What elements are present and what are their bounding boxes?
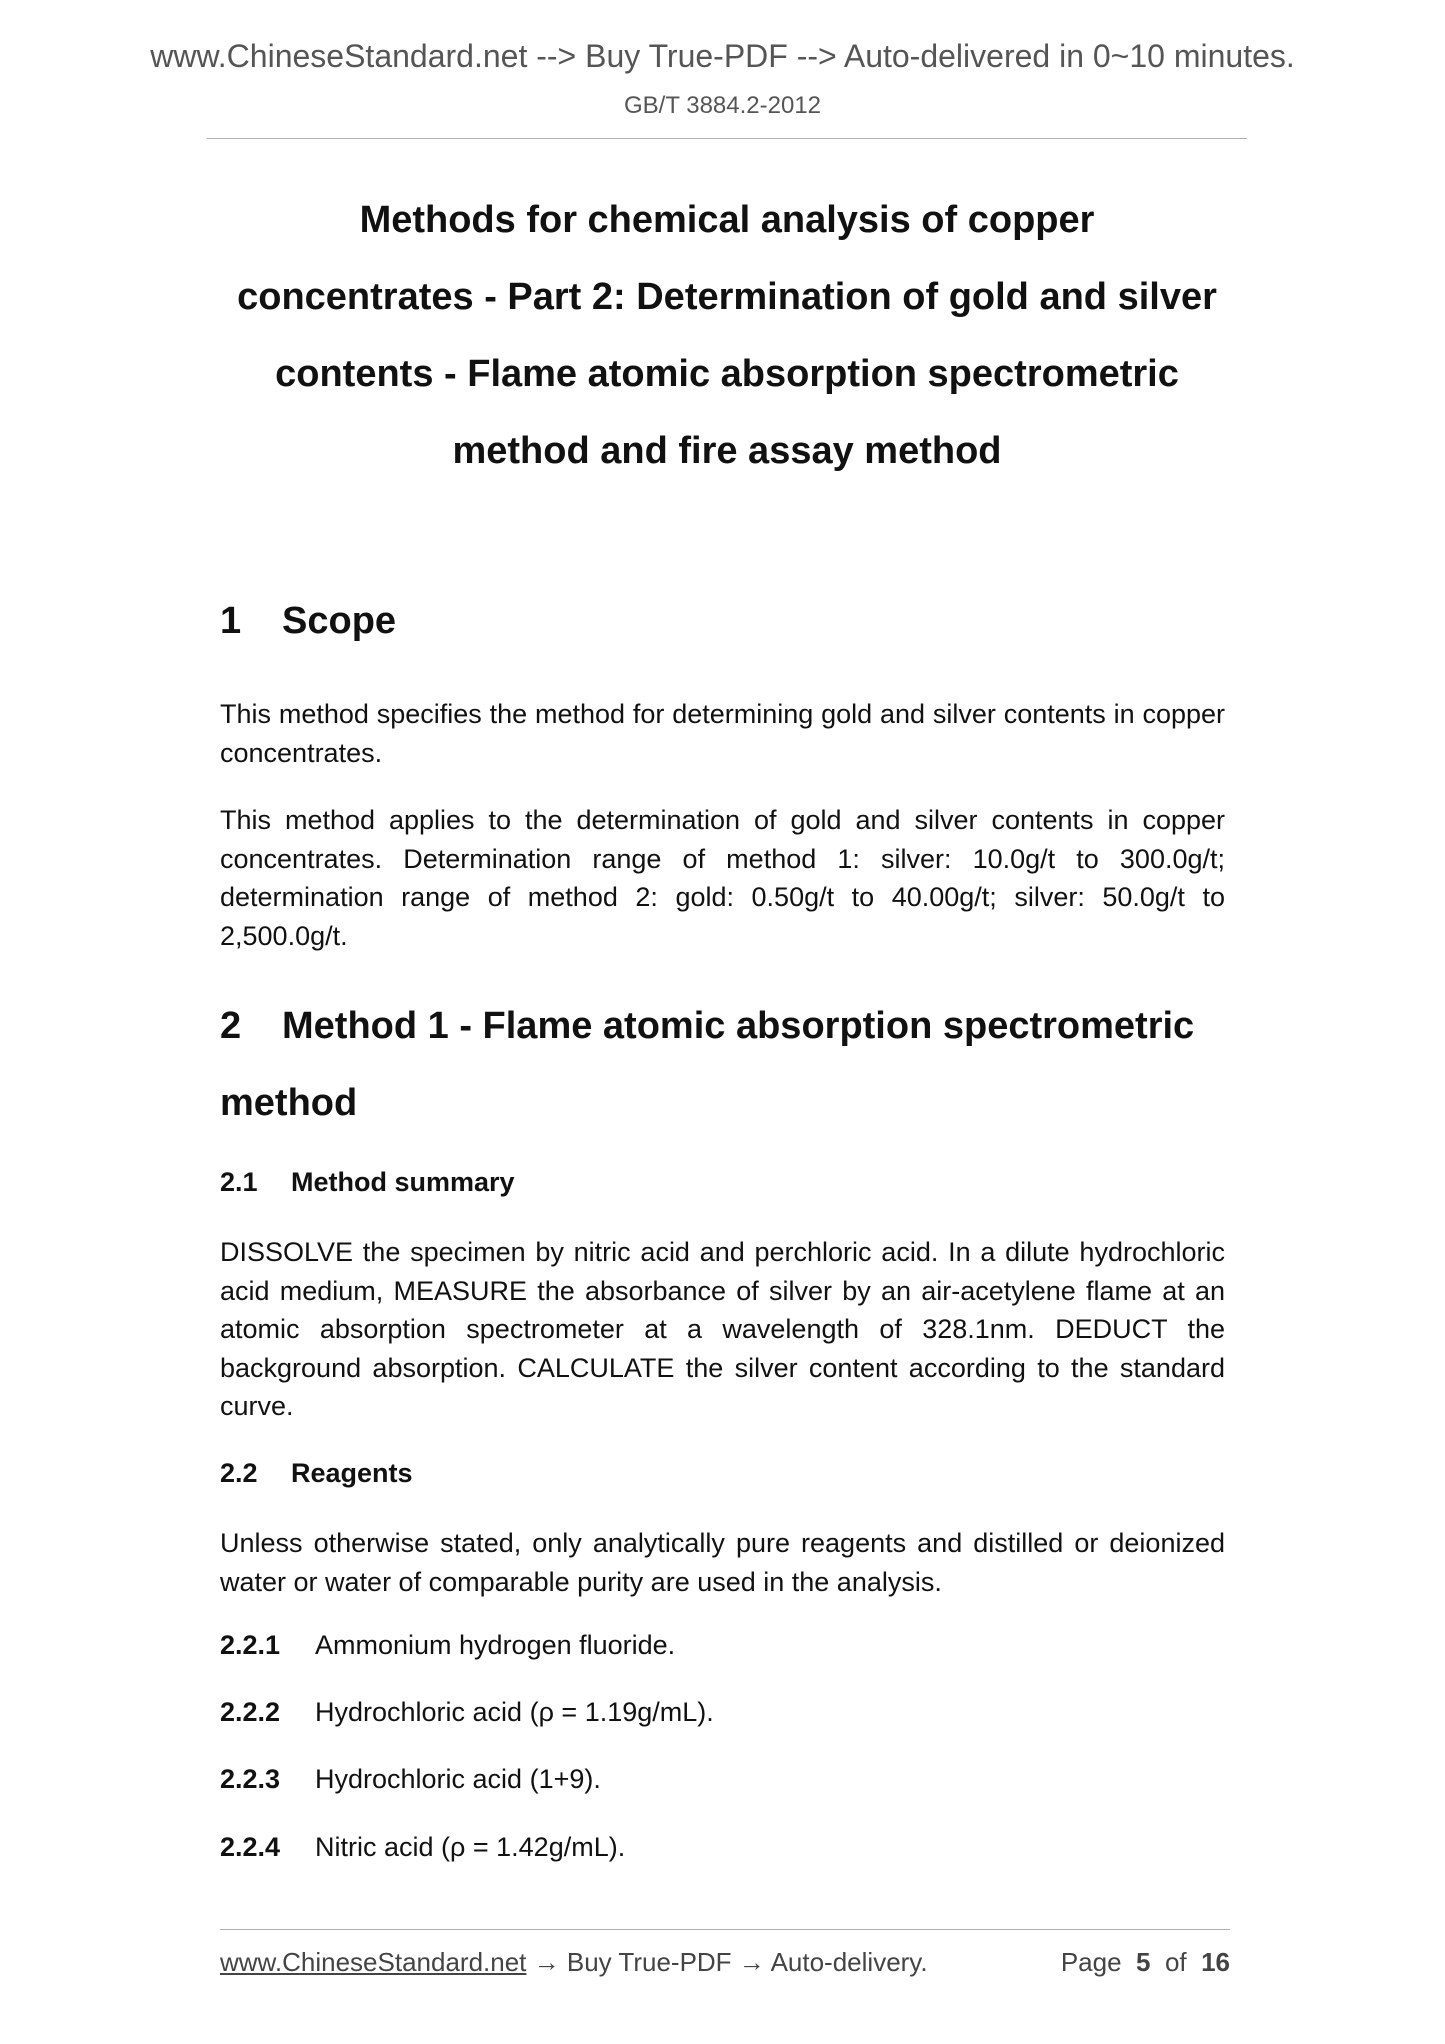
item-number: 2.2.2	[220, 1697, 281, 1727]
subsection-2-2-heading	[220, 1458, 413, 1489]
section-number: 1	[220, 600, 242, 642]
section-title-continued: method	[220, 1082, 358, 1124]
reagent-item	[220, 1630, 675, 1661]
section-2-heading	[220, 988, 1225, 1142]
item-text: Hydrochloric acid (1+9).	[315, 1764, 601, 1794]
page-indicator	[1061, 1947, 1230, 1978]
item-text: Nitric acid (ρ = 1.42g/mL).	[315, 1832, 626, 1862]
section-number: 2	[220, 1005, 242, 1047]
header-divider	[207, 138, 1247, 139]
subsection-2-1-heading	[220, 1167, 515, 1198]
footer-tagline: → Buy True-PDF → Auto-delivery.	[526, 1947, 928, 1977]
item-text: Ammonium hydrogen fluoride.	[315, 1630, 676, 1660]
title-line: method and fire assay method	[452, 430, 1002, 472]
section-title: Method 1 - Flame atomic absorption spectrometric	[282, 1005, 1195, 1047]
scope-paragraph-2: This method applies to the determination of gold and silver contents in copper concentrates. Determination range of method 1: silver: 10.0g/t to 300.0g/t; determination range of method 2: gold: 0.50g/t to 40.00g/t; silver: 50.0g/t to 2,500.0g/t.	[220, 805, 1225, 951]
header-banner: www.ChineseStandard.net --> Buy True-PDF --> Auto-delivered in 0~10 minutes.	[150, 38, 1295, 74]
scope-paragraph-1: This method specifies the method for determining gold and silver contents in copper concentrates.	[220, 699, 1225, 768]
reagent-item	[220, 1764, 601, 1795]
standard-code: GB/T 3884.2-2012	[623, 92, 822, 119]
footer	[220, 1947, 1230, 1978]
method-summary-paragraph: DISSOLVE the specimen by nitric acid and perchloric acid. In a dilute hydrochloric acid medium, MEASURE the absorbance of silver by an air-acetylene flame at an atomic absorption spectrometer at a wavelength of 328.1nm. DEDUCT the background absorption. CALCULATE the silver content according to the standard curve.	[220, 1237, 1225, 1421]
page-label: Page	[1060, 1947, 1122, 1977]
footer-website-link[interactable]: www.ChineseStandard.net	[220, 1947, 527, 1977]
document-title	[207, 182, 1247, 490]
title-line: contents - Flame atomic absorption spectrometric	[275, 353, 1179, 395]
subsection-title: Reagents	[291, 1458, 413, 1488]
item-number: 2.2.3	[220, 1764, 281, 1794]
section-1-heading	[220, 600, 396, 643]
reagents-paragraph: Unless otherwise stated, only analytically pure reagents and distilled or deionized water or water of comparable purity are used in the analysis.	[220, 1528, 1225, 1597]
item-text: Hydrochloric acid (ρ = 1.19g/mL).	[315, 1697, 714, 1727]
title-line: concentrates - Part 2: Determination of gold and silver	[237, 276, 1217, 318]
section-title: Scope	[282, 600, 397, 642]
title-line: Methods for chemical analysis of copper	[359, 199, 1095, 241]
item-number: 2.2.4	[220, 1832, 281, 1862]
subsection-number: 2.1	[220, 1167, 258, 1197]
reagent-item	[220, 1832, 625, 1863]
subsection-number: 2.2	[220, 1458, 258, 1488]
reagent-item	[220, 1697, 714, 1728]
subsection-title: Method summary	[291, 1167, 515, 1197]
page-total: 16	[1201, 1947, 1230, 1977]
footer-divider	[220, 1929, 1230, 1930]
item-number: 2.2.1	[220, 1630, 281, 1660]
page-number: 5	[1136, 1947, 1151, 1977]
of-label: of	[1164, 1947, 1187, 1977]
